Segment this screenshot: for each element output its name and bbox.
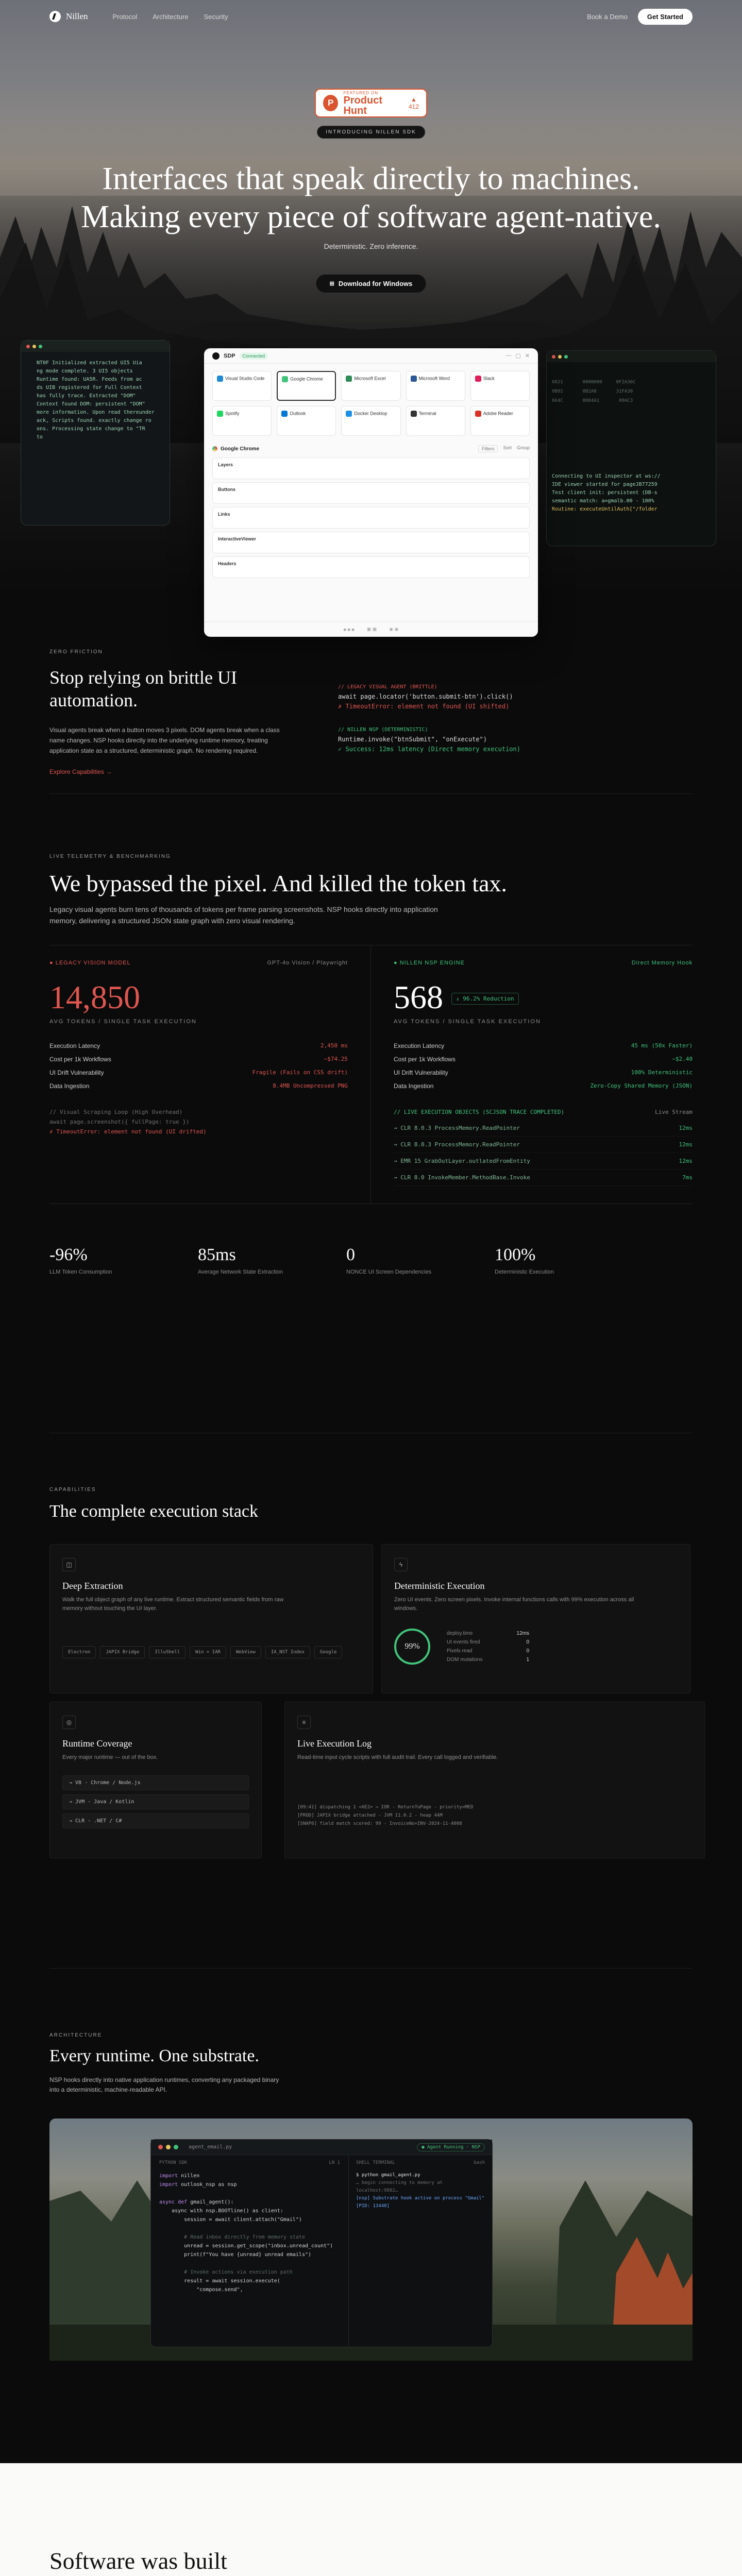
stat-label: Average Network State Extraction [198, 1269, 283, 1275]
element-row-label: Links [218, 512, 230, 517]
deep-extraction-card [49, 1544, 373, 1693]
nav-link-architecture[interactable]: Architecture [153, 12, 189, 21]
app-icon [282, 376, 288, 382]
nillen-label: ● NILLEN NSP ENGINE [394, 960, 465, 966]
stat-value: 85ms [198, 1245, 236, 1264]
ph-badge-small: FEATURED ON [343, 90, 379, 95]
metric-name: Execution Latency [394, 1042, 445, 1049]
telemetry-section [0, 794, 742, 1433]
app-card-label: Visual Studio Code [225, 376, 265, 381]
architecture-title: Every runtime. One substrate. [49, 2046, 259, 2065]
editor-window-title: agent_email.py [189, 2144, 232, 2150]
code-comment-nillen: // NILLEN NSP (DETERMINISTIC) [338, 727, 428, 733]
left-terminal-output [21, 352, 170, 442]
stat-label: LLM Token Consumption [49, 1269, 112, 1275]
metric-value: ~$2.40 [672, 1056, 693, 1062]
capabilities-section [0, 1433, 742, 1968]
vision-section [0, 2463, 742, 2576]
hero-title-line2: Making every piece of software agent-native. [81, 199, 661, 234]
runtime-chip: IA_NST Index [265, 1646, 310, 1658]
app-card[interactable] [212, 406, 272, 436]
product-hunt-badge[interactable] [315, 89, 427, 117]
architecture-kicker: ARCHITECTURE [49, 2032, 103, 2038]
metric-row [49, 1039, 348, 1053]
reduction-badge: ↓ 96.2% Reduction [451, 993, 519, 1005]
code-line [159, 2180, 340, 2189]
windows-icon: ⊞ [329, 281, 334, 287]
det-row [447, 1629, 529, 1638]
maximize-icon[interactable]: ▢ [515, 353, 521, 359]
capabilities-kicker: CAPABILITIES [49, 1487, 96, 1493]
layers-icon: ◫ [62, 1558, 76, 1571]
runtime-chip: Google [314, 1646, 343, 1658]
telemetry-kicker: LIVE TELEMETRY & BENCHMARKING [49, 854, 171, 859]
close-icon[interactable]: ✕ [525, 353, 530, 359]
nillen-column [371, 945, 693, 1204]
metric-name: Cost per 1k Workflows [49, 1056, 111, 1063]
metric-name: Cost per 1k Workflows [394, 1056, 456, 1063]
architecture-section [0, 1969, 742, 2463]
code-text: print(f"You have {unread} unread emails") [159, 2252, 312, 2258]
maximize-dot-icon [39, 345, 42, 348]
app-card[interactable] [406, 406, 465, 436]
terminal-line: … begin connecting to memory at localhost:9882… [356, 2180, 443, 2193]
metric-row [394, 1053, 693, 1066]
app-section-title: Google Chrome [221, 446, 260, 452]
app-card-label: Google Chrome [290, 376, 323, 382]
code-text: outlook_nsp as nsp [178, 2182, 237, 2188]
agent-status-badge: ● Agent Running · NSP [417, 2143, 485, 2151]
deep-extraction-title: Deep Extraction [62, 1581, 123, 1591]
code-comment-legacy: // LEGACY VISUAL AGENT (BRITTLE) [338, 684, 437, 690]
bolt-icon: ϟ [394, 1558, 408, 1571]
metric-row [49, 1053, 348, 1066]
det-value: 12ms [516, 1631, 529, 1636]
app-card[interactable] [470, 406, 530, 436]
product-hunt-logo-icon: P [323, 95, 338, 111]
terminal-line: more information. Upon read thereunder [37, 410, 155, 415]
log-line: [PROD] JAPIX bridge attached - JVM 11.0.2 - heap 44M [297, 1813, 443, 1818]
app-card-label: Outlook [290, 411, 306, 416]
app-card-label: Terminal [418, 411, 436, 416]
maximize-dot-icon[interactable] [174, 2145, 178, 2149]
terminal-pane [349, 2155, 492, 2348]
close-dot-icon [552, 355, 555, 359]
log-text: → CLR 8.0.3 ProcessMemory.ReadPointer [394, 1141, 520, 1148]
problem-kicker: ZERO FRICTION [49, 649, 103, 655]
log-body: Read-time input cycle scripts with full audit trail. Every call logged and verifiable. [297, 1754, 498, 1760]
runtime-title: Runtime Coverage [62, 1738, 132, 1749]
nav-link-protocol[interactable]: Protocol [112, 12, 138, 21]
log-row [394, 1137, 693, 1153]
top-nav [0, 0, 742, 33]
terminal-line: [PID: 13448] [356, 2204, 390, 2209]
metric-value: 2,450 ms [321, 1042, 348, 1049]
group-button[interactable]: Group [516, 445, 530, 450]
minimize-icon[interactable]: — [505, 352, 512, 359]
app-icon [217, 376, 223, 382]
det-label: UI events fired [447, 1639, 480, 1645]
det-row [447, 1655, 529, 1664]
legacy-log-error: ✗ TimeoutError: element not found (UI drifted) [49, 1128, 207, 1135]
nav-link-security[interactable]: Security [204, 12, 228, 21]
log-line: [SNAP6] field match scored: 99 - InvoiceNo=INV-2024-11-4008 [297, 1821, 462, 1826]
det-value: 1 [526, 1657, 529, 1663]
nillen-tag: Direct Memory Hook [631, 960, 693, 966]
runtime-chip: WebView [230, 1646, 261, 1658]
code-legacy-error: ✗ TimeoutError: element not found (UI shifted) [338, 703, 510, 710]
terminal-pane-tag: bash [474, 2160, 485, 2165]
globe-icon: ◎ [62, 1716, 76, 1729]
metric-name: UI Drift Vulnerability [394, 1069, 448, 1076]
terminal-line: $ python gmail_agent.py [356, 2173, 420, 2178]
nillen-log-title: // LIVE EXECUTION OBJECTS (SCJSON TRACE COMPLETED) [394, 1109, 565, 1115]
terminal-line: ds UIB registered for Full Context [37, 385, 142, 391]
filters-button[interactable]: Filters [478, 445, 498, 452]
app-statusbar: ■ ■ ■ ▣ ▣ ◉ ◉ [204, 621, 538, 637]
logo-icon [49, 11, 61, 22]
element-row-label: InteractiveViewer [218, 536, 256, 541]
nillen-caption: AVG TOKENS / SINGLE TASK EXECUTION [394, 1019, 541, 1025]
legacy-log-call: await page.screenshot({ fullPage: true }) [49, 1118, 190, 1125]
architecture-body: NSP hooks directly into native application runtimes, converting any packaged binary into a deterministic, machine-readable API. [49, 2076, 279, 2093]
runtime-chip: IlluShell [149, 1646, 185, 1658]
log-latency: 7ms [682, 1174, 693, 1181]
det-row [447, 1638, 529, 1647]
stat-value: -96% [49, 1245, 88, 1264]
app-card[interactable] [277, 371, 336, 401]
deterministic-body: Zero UI events. Zero screen pixels. Invoke internal functions calls with 99% execution across all windows. [394, 1597, 634, 1612]
terminal-pane-title: SHELL TERMINAL [356, 2160, 395, 2165]
app-icon [411, 411, 417, 417]
app-card-label: Microsoft Word [418, 376, 450, 381]
minimize-dot-icon[interactable] [166, 2145, 171, 2149]
execution-log-card [284, 1702, 705, 1858]
metric-name: Data Ingestion [394, 1082, 434, 1090]
code-text: nillen [178, 2173, 200, 2179]
terminal-line: ng mode complete. 3 UI5 objects [37, 368, 133, 374]
metric-row [49, 1066, 348, 1079]
problem-section [0, 438, 742, 793]
det-label: DOM mutations [447, 1657, 483, 1663]
app-card[interactable] [277, 406, 336, 436]
brand[interactable] [49, 11, 88, 22]
code-line [159, 2285, 340, 2294]
terminal-line: has fully trace. Extracted "DOM" [37, 393, 136, 399]
stat-item [495, 1245, 643, 1275]
metric-value: Zero-Copy Shared Memory (JSON) [590, 1082, 693, 1089]
deterministic-title: Deterministic Execution [394, 1581, 485, 1591]
code-pane-title: PYTHON SDK [159, 2160, 188, 2165]
vision-line1: Software was built [49, 2548, 227, 2574]
vision-headline [49, 2547, 227, 2576]
get-started-button[interactable]: Get Started [638, 9, 693, 25]
runtime-chip: Electron [62, 1646, 96, 1658]
upvote-icon: ▲ [411, 95, 417, 103]
problem-code [338, 682, 520, 775]
metric-name: UI Drift Vulnerability [49, 1069, 104, 1076]
element-row-label: Headers [218, 561, 237, 566]
app-card-label: Docker Desktop [354, 411, 387, 416]
runtime-row: → V8 - Chrome / Node.js [62, 1775, 249, 1790]
det-value: 0 [526, 1648, 529, 1654]
determinism-percent: 99% [404, 1642, 420, 1651]
telemetry-body: Legacy visual agents burn tens of thousands of tokens per frame parsing screenshots. NSP hooks directly into application memory, delivering a structured JSON state graph with zero visual rendering. [49, 905, 438, 925]
code-line [159, 2259, 340, 2268]
terminal-line: [nsp] Substrate hook active on process "Gmail" [356, 2196, 485, 2201]
legacy-column [49, 945, 371, 1204]
capabilities-title: The complete execution stack [49, 1502, 258, 1521]
runtime-chip: Win + IAR [190, 1646, 226, 1658]
runtime-body: Every major runtime — out of the box. [62, 1754, 158, 1760]
element-row-label: Layers [218, 462, 233, 467]
hero-title-line1: Interfaces that speak directly to machines. [102, 161, 640, 196]
code-line [159, 2172, 340, 2180]
app-icon [346, 376, 352, 382]
app-card[interactable] [341, 406, 400, 436]
close-dot-icon [26, 345, 30, 348]
code-line [159, 2242, 340, 2250]
code-text: session = await client.attach("Gmail") [159, 2217, 302, 2223]
metric-value: Fragile (Fails on CSS drift) [252, 1069, 348, 1076]
runtime-chip: JAPIX Bridge [100, 1646, 145, 1658]
terminal-line: Connecting to UI inspector at ws:// [552, 473, 661, 479]
code-text: "compose.send", [159, 2287, 243, 2293]
terminal-line: Routine: executeUntilAuth["/folder [552, 506, 657, 512]
log-line: [09:41] dispatching 1 <AE2> → IOR - ReturnToPage - priority=MED [297, 1805, 474, 1810]
stat-value: 0 [346, 1245, 355, 1264]
benchmark-comparison [49, 945, 693, 1204]
terminal-line: ack, Scripts found. exactly change ro [37, 418, 151, 423]
sort-button[interactable]: Sort [503, 445, 512, 450]
list-icon: ≡ [297, 1716, 311, 1729]
metric-row [49, 1079, 348, 1093]
deep-extraction-body: Walk the full object graph of any live runtime. Extract structured semantic fields from raw memory without touching the UI layer. [62, 1597, 284, 1612]
terminal-line: Context found DOM: persistent "DOM" [37, 401, 145, 407]
log-row [394, 1170, 693, 1186]
terminal-line: Runtime found: UA5R. Feeds from ac [37, 377, 142, 382]
metric-value: 8.4MB Uncompressed PNG [273, 1082, 348, 1089]
code-keyword: import [159, 2173, 178, 2179]
log-latency: 12ms [679, 1141, 693, 1148]
code-nillen-success: ✓ Success: 12ms latency (Direct memory execution) [338, 745, 521, 753]
log-row [394, 1153, 693, 1170]
live-stream-tag: Live Stream [655, 1109, 693, 1115]
runtime-coverage-card [49, 1702, 262, 1858]
terminal-line: ons. Processing state change to "TR [37, 426, 145, 432]
legacy-token-count: 14,850 [49, 979, 140, 1015]
app-icon [217, 411, 223, 417]
app-icon [346, 411, 352, 417]
telemetry-title: We bypassed the pixel. And killed the token tax. [49, 870, 507, 896]
metric-value: 45 ms (50x Faster) [631, 1042, 693, 1049]
det-value: 0 [526, 1639, 529, 1645]
log-latency: 12ms [679, 1125, 693, 1131]
code-line [159, 2250, 340, 2259]
code-line [159, 2198, 340, 2207]
close-dot-icon[interactable] [158, 2145, 163, 2149]
app-card-label: Spotify [225, 411, 240, 416]
log-text: → CLR 8.0 InvokeMember.MethodBase.Invoke [394, 1174, 530, 1181]
terminal-line: to [37, 434, 43, 440]
metric-value: 100% Deterministic [631, 1069, 693, 1076]
metric-row [394, 1066, 693, 1079]
code-text: unread = session.get_scope("inbox.unread_count") [159, 2243, 333, 2249]
terminal-line: IDE viewer started for pageJB77259 [552, 482, 657, 487]
code-line [159, 2277, 340, 2285]
app-icon [281, 411, 288, 417]
runtime-row: → JVM - Java / Kotlin [62, 1794, 249, 1809]
code-text: async with nsp.BOOTline() as client: [159, 2208, 283, 2214]
metric-value: ~$74.25 [324, 1056, 348, 1062]
stat-item [198, 1245, 346, 1275]
runtime-row: → CLR - .NET / C# [62, 1814, 249, 1828]
code-pane [151, 2155, 349, 2348]
log-title: Live Execution Log [297, 1738, 372, 1749]
det-row [447, 1647, 529, 1655]
download-windows-button[interactable] [316, 274, 427, 293]
connection-badge: Connected [240, 352, 268, 360]
log-row [394, 1120, 693, 1137]
minimize-dot-icon [558, 355, 562, 359]
book-demo-link[interactable]: Book a Demo [587, 12, 628, 21]
metric-name: Execution Latency [49, 1042, 100, 1049]
architecture-illustration [49, 2119, 693, 2361]
download-label: Download for Windows [338, 280, 413, 287]
log-text: → CLR 8.0.3 ProcessMemory.ReadPointer [394, 1125, 520, 1131]
legacy-label: ● LEGACY VISION MODEL [49, 960, 131, 966]
stat-value: 100% [495, 1245, 536, 1264]
right-terminal-screen: 0821 0000000 0F2A36C 0B01 0B2A0 31FA30 0A4C 0004A1 00AC3 Connecting to UI inspector at ws:// IDE viewer started for pageJB77259 Test client init: persistent (DB-s semantic match: a=gmalb.00 - 100% Routine: executeUntilAuth["/folder [546, 350, 716, 546]
terminal-line: Test client init: persistent (DB-s [552, 490, 657, 496]
det-label: Pixels read [447, 1648, 473, 1654]
minimize-dot-icon [32, 345, 36, 348]
code-line [159, 2215, 340, 2224]
legacy-caption: AVG TOKENS / SINGLE TASK EXECUTION [49, 1019, 197, 1025]
problem-title: Stop relying on brittle UI automation. [49, 667, 237, 710]
code-line [159, 2233, 340, 2242]
hero-subtitle: Deterministic. Zero inference. [324, 242, 418, 250]
app-card-label: Microsoft Excel [354, 376, 386, 381]
explore-capabilities-link[interactable]: Explore Capabilities → [49, 768, 112, 775]
app-icon [475, 411, 481, 417]
code-line [159, 2268, 340, 2277]
terminal-line: NT0F Initialized extracted UI5 Uia [37, 360, 142, 366]
code-text: # Invoke actions via execution path [159, 2269, 293, 2275]
brand-name: Nillen [66, 11, 88, 21]
code-text: gmail_agent(): [187, 2199, 234, 2205]
hero-title [0, 160, 742, 236]
code-keyword: async def [159, 2199, 188, 2205]
metric-row [394, 1079, 693, 1093]
deterministic-execution-card [381, 1544, 690, 1693]
editor-window [150, 2139, 493, 2347]
app-icon [411, 376, 417, 382]
code-nillen-call: Runtime.invoke("btnSubmit", "onExecute") [338, 736, 487, 743]
app-card[interactable] [406, 371, 465, 401]
metric-row [394, 1039, 693, 1053]
terminal-line: semantic match: a=gmalb.00 - 100% [552, 498, 654, 504]
legacy-log-comment: // Visual Scraping Loop (High Overhead) [49, 1109, 183, 1115]
maximize-dot-icon [564, 355, 568, 359]
code-keyword: import [159, 2182, 178, 2188]
code-pane-line: LN 1 [329, 2160, 340, 2165]
legacy-tag: GPT-4o Vision / Playwright [267, 960, 348, 966]
app-title: SDP [224, 352, 235, 359]
stat-label: NONCE UI Screen Dependencies [346, 1269, 432, 1275]
code-line [159, 2207, 340, 2215]
determinism-ring [394, 1629, 430, 1665]
stat-label: Deterministic Execution [495, 1269, 554, 1275]
code-text: # Read inbox directly from memory state [159, 2234, 305, 2240]
app-card-label: Slack [483, 376, 495, 381]
metric-name: Data Ingestion [49, 1082, 90, 1090]
problem-body: Visual agents break when a button moves 3 pixels. DOM agents break when a class name changes. NSP hooks directly into the underlying runtime memory, treating application state as a structured, deterministic graph. No rendering required. [49, 726, 280, 754]
log-latency: 12ms [679, 1158, 693, 1164]
ph-badge-count: 412 [408, 103, 419, 110]
app-card-label: Adobe Reader [483, 411, 513, 416]
det-label: deploy.time [447, 1631, 473, 1636]
code-legacy-call: await page.locator('button.submit-btn').click() [338, 693, 513, 700]
app-card[interactable] [212, 371, 272, 401]
log-text: → EMR 15 GrabOutLayer.outlatedFromEntity [394, 1158, 530, 1164]
ph-badge-title: Product Hunt [343, 94, 382, 116]
app-card[interactable] [341, 371, 400, 401]
code-line [159, 2189, 340, 2198]
app-icon [475, 376, 481, 382]
code-text: result = await session.execute( [159, 2278, 280, 2284]
hero-tag: INTRODUCING NILLEN SDK [317, 126, 425, 139]
code-line [159, 2224, 340, 2233]
element-row-label: Buttons [218, 487, 235, 492]
nillen-logo-icon [212, 352, 220, 360]
stat-item [346, 1245, 495, 1275]
app-card[interactable] [470, 371, 530, 401]
stat-item [49, 1245, 198, 1275]
nillen-token-count: 568 [394, 979, 443, 1015]
